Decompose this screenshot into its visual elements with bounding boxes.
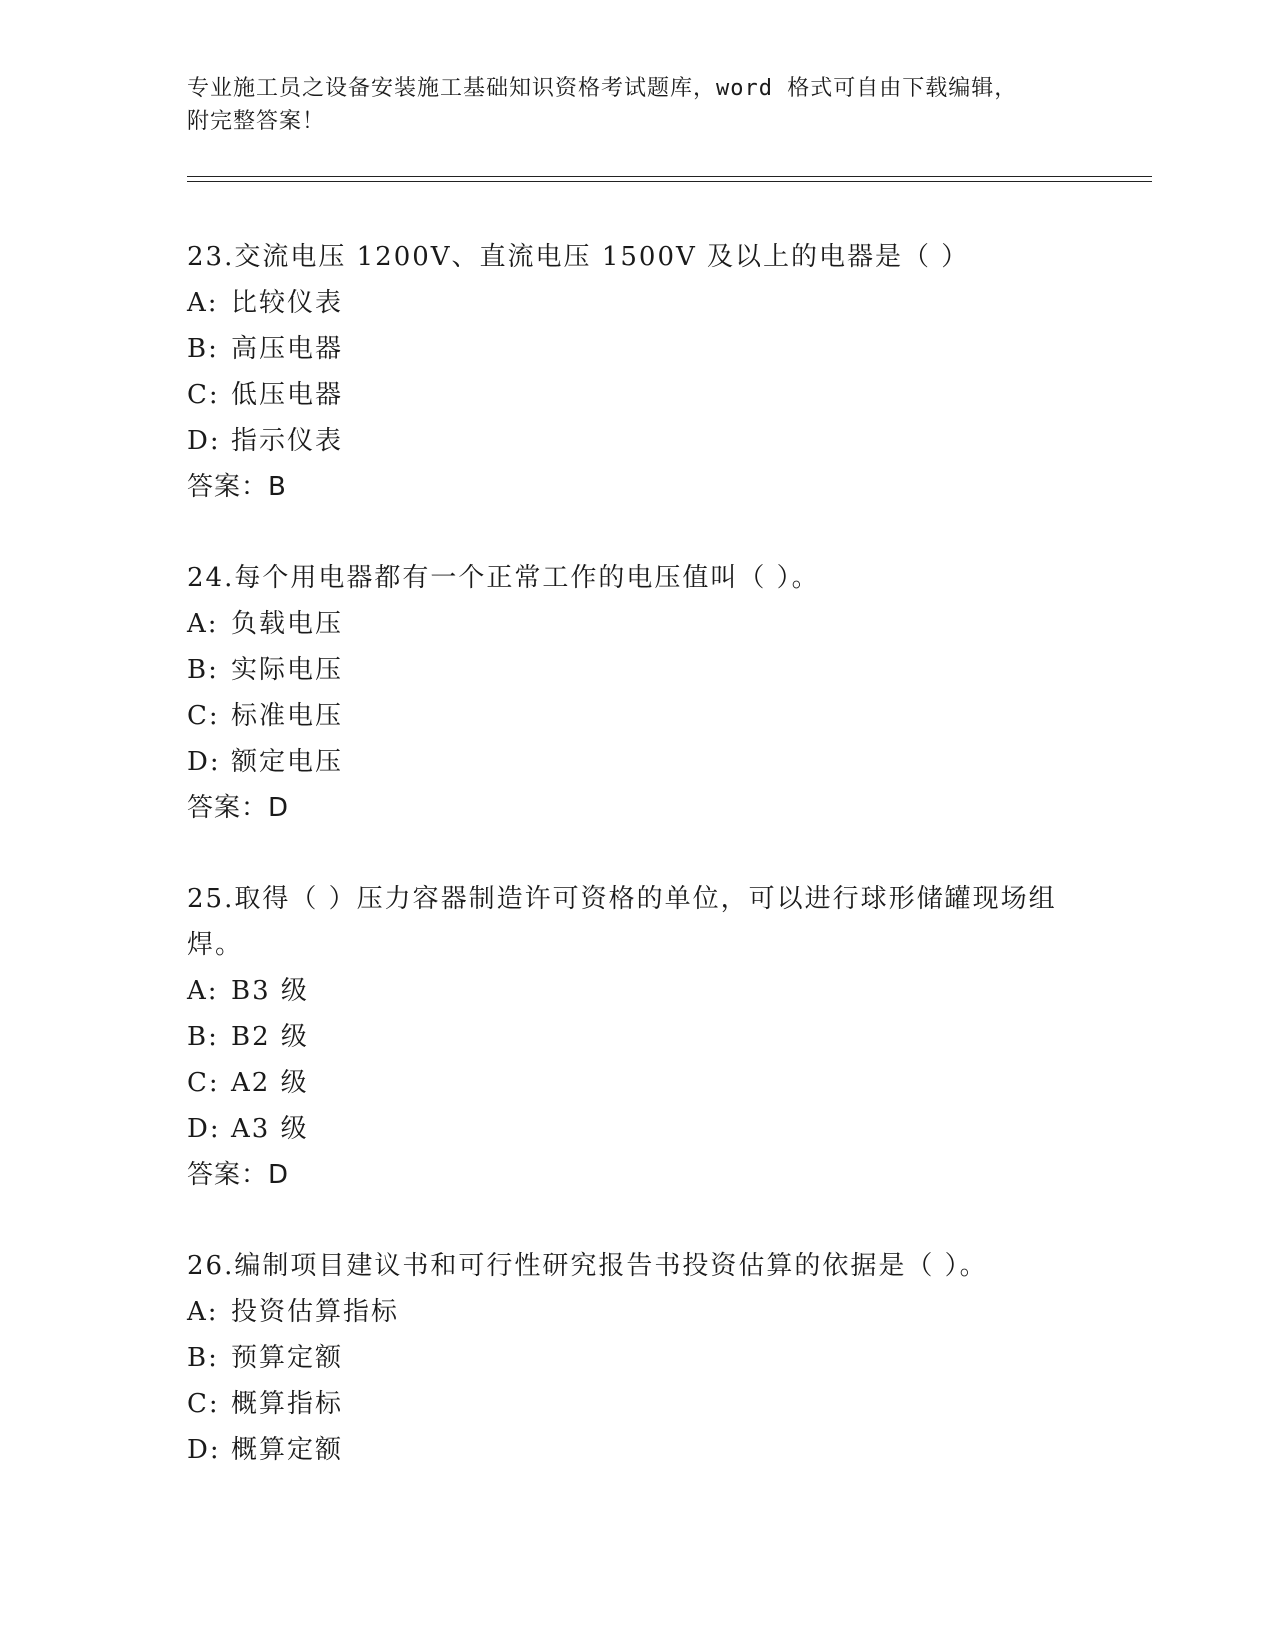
option-b [187, 1014, 1087, 1060]
option-a [187, 968, 1087, 1014]
question-stem: 23.交流电压 1200V、直流电压 1500V 及以上的电器是（ ） [187, 242, 970, 272]
option-text: 实际电压 [231, 655, 344, 685]
option-letter: D: [187, 1114, 221, 1144]
option-text: 比较仪表 [231, 288, 344, 318]
header-line-2: 附完整答案！ [187, 109, 326, 134]
option-letter: C: [187, 1389, 220, 1419]
header-line-1: 专业施工员之设备安装施工基础知识资格考试题库，word 格式可自由下载编辑， [187, 76, 1018, 101]
option-letter: A: [187, 1297, 219, 1327]
option-b [187, 647, 1087, 693]
question-stem: 26.编制项目建议书和可行性研究报告书投资估算的依据是（ ）。 [187, 1251, 988, 1281]
option-letter: D: [187, 426, 221, 456]
option-a [187, 280, 1087, 326]
option-text: 标准电压 [231, 701, 344, 731]
option-letter: C: [187, 1068, 220, 1098]
option-text: B2 级 [231, 1022, 309, 1052]
option-letter: B: [187, 655, 219, 685]
option-b [187, 326, 1087, 372]
option-c [187, 1381, 1087, 1427]
question-stem: 24.每个用电器都有一个正常工作的电压值叫（ ）。 [187, 563, 820, 593]
answer-line: 答案：D [187, 793, 290, 823]
option-text: A3 级 [231, 1114, 309, 1144]
option-letter: A: [187, 976, 219, 1006]
option-b [187, 1335, 1087, 1381]
option-letter: B: [187, 1022, 219, 1052]
option-letter: C: [187, 701, 220, 731]
option-text: 投资估算指标 [231, 1297, 400, 1327]
answer-line: 答案：B [187, 472, 287, 502]
option-c [187, 372, 1087, 418]
option-d [187, 739, 1087, 785]
option-a [187, 601, 1087, 647]
option-text: A2 级 [231, 1068, 309, 1098]
option-text: 指示仪表 [231, 426, 344, 456]
option-a [187, 1289, 1087, 1335]
option-letter: A: [187, 609, 219, 639]
option-text: 额定电压 [231, 747, 344, 777]
option-text: 低压电器 [231, 380, 344, 410]
option-text: 预算定额 [231, 1343, 344, 1373]
question-stem: 25.取得（ ）压力容器制造许可资格的单位，可以进行球形储罐现场组焊。 [187, 884, 1057, 960]
option-c [187, 1060, 1087, 1106]
option-text: 概算指标 [231, 1389, 344, 1419]
option-letter: D: [187, 1435, 221, 1465]
question-24 [187, 555, 1087, 831]
option-d [187, 1427, 1087, 1473]
option-text: B3 级 [231, 976, 309, 1006]
answer-line: 答案：D [187, 1160, 290, 1190]
option-letter: B: [187, 1343, 219, 1373]
option-letter: B: [187, 334, 219, 364]
question-26 [187, 1243, 1087, 1473]
option-text: 负载电压 [231, 609, 344, 639]
question-list [187, 234, 1087, 1518]
question-23 [187, 234, 1087, 510]
option-d [187, 1106, 1087, 1152]
question-25 [187, 876, 1087, 1198]
document-header [187, 72, 1087, 138]
option-text: 概算定额 [231, 1435, 344, 1465]
option-letter: D: [187, 747, 221, 777]
option-d [187, 418, 1087, 464]
option-text: 高压电器 [231, 334, 344, 364]
header-divider [187, 176, 1152, 182]
option-letter: A: [187, 288, 219, 318]
option-c [187, 693, 1087, 739]
option-letter: C: [187, 380, 220, 410]
